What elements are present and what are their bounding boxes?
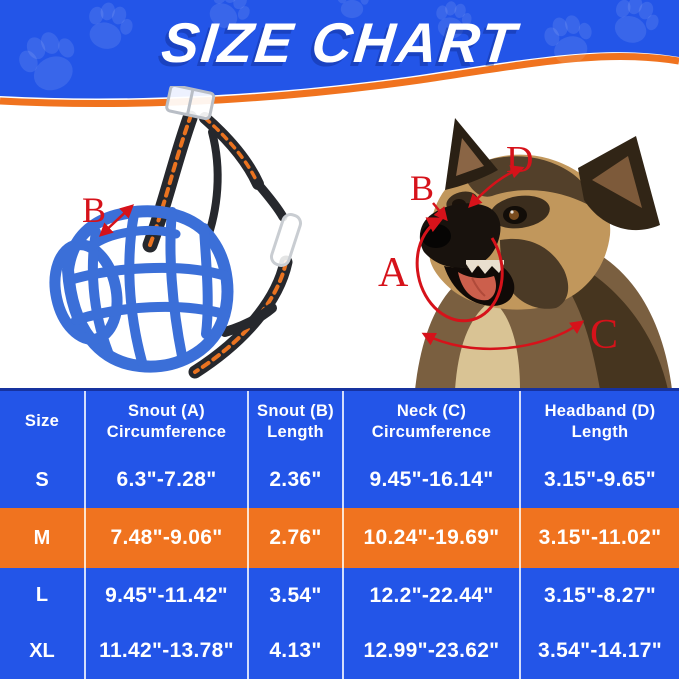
col-header-headband-length: Headband (D) Length [544, 401, 656, 441]
cell-snout-circumference: 9.45"-11.42" [86, 568, 249, 623]
cell-headband-length: 3.54"-14.17" [538, 639, 662, 662]
cell-size: XL [0, 623, 86, 679]
dog-label-c: C [590, 312, 619, 358]
cell-size: L [0, 568, 86, 623]
cell-headband-length: 3.15"-11.02" [538, 526, 662, 549]
col-header-snout-circumference: Snout (A) Circumference [86, 391, 249, 452]
cell-neck-circumference: 12.2"-22.44" [344, 568, 521, 623]
cell-snout-length: 3.54" [249, 568, 344, 623]
dog-label-a: A [378, 250, 409, 296]
table-row-l [0, 568, 679, 623]
col-header-snout-length: Snout (B) Length [249, 391, 344, 452]
table-row-s [0, 452, 679, 508]
cell-neck-circumference: 10.24"-19.69" [344, 508, 521, 568]
cell-snout-circumference: 6.3"-7.28" [86, 452, 249, 508]
figures-graphic [0, 86, 679, 390]
col-header-size: Size [0, 391, 86, 452]
cell-size: S [0, 452, 86, 508]
table-row-m-highlighted [0, 508, 679, 568]
cell-snout-length: 4.13" [249, 623, 344, 679]
muzzle-label-b: B [82, 190, 107, 230]
cell-snout-circumference: 11.42"-13.78" [86, 623, 249, 679]
cell-snout-length: 2.36" [249, 452, 344, 508]
cell-snout-circumference: 7.48"-9.06" [86, 508, 249, 568]
cell-neck-circumference: 9.45"-16.14" [344, 452, 521, 508]
figures-band [0, 86, 679, 390]
cell-size: M [0, 508, 86, 568]
cell-neck-circumference: 12.99"-23.62" [344, 623, 521, 679]
cell-headband-length: 3.15"-9.65" [544, 468, 656, 491]
table-row-xl [0, 623, 679, 679]
dog-image [415, 118, 672, 390]
cell-headband-length: 3.15"-8.27" [544, 583, 656, 607]
cell-snout-length: 2.76" [249, 508, 344, 568]
page-title: SIZE CHART [158, 11, 521, 74]
size-chart-table [0, 388, 679, 679]
col-header-neck-circumference: Neck (C) Circumference [344, 391, 521, 452]
table-header-row [0, 391, 679, 452]
dog-label-b: B [410, 168, 435, 208]
dog-label-d: D [506, 139, 534, 181]
